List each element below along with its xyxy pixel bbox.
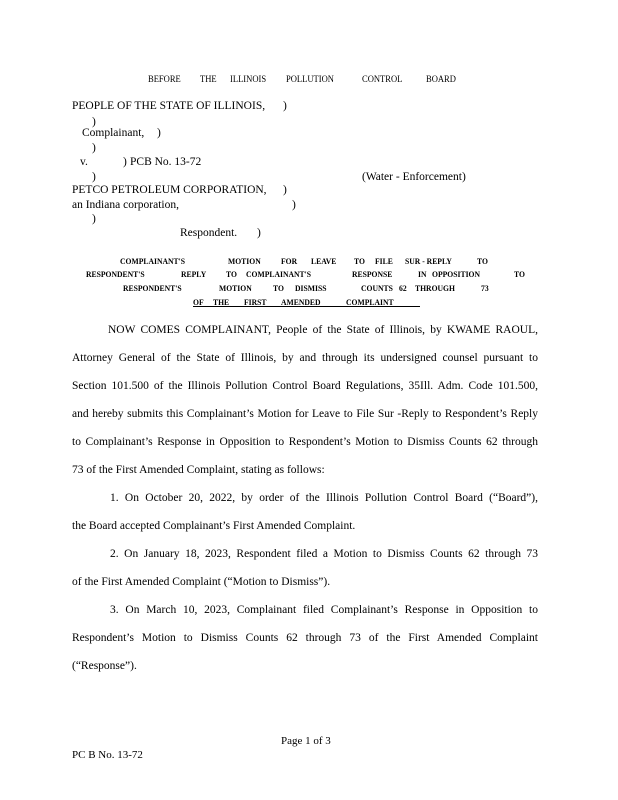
complainant-role: Complainant,	[82, 127, 145, 139]
body-line: to Complainant’s Response in Opposition to Respondent’s Motion to Dismiss Counts 62 through	[72, 436, 538, 448]
caption-paren: )	[92, 142, 96, 154]
body-line: and hereby submits this Complainant’s Motion for Leave to File Sur -Reply to Respondent’s Reply	[72, 408, 538, 420]
respondent-description: an Indiana corporation,	[72, 199, 179, 211]
motion-title-word: THROUGH	[415, 283, 455, 293]
caption-paren: )	[283, 100, 287, 112]
respondent-role: Respondent.	[180, 227, 238, 239]
motion-title-word: COMPLAINT	[346, 297, 394, 307]
caption-paren: )	[92, 213, 96, 225]
motion-title-word: FIRST	[244, 297, 267, 307]
caption-paren: )	[283, 184, 287, 196]
motion-title-word: COUNTS	[361, 283, 393, 293]
caption-paren: )	[257, 227, 261, 239]
motion-title-word: TO	[514, 269, 525, 279]
motion-title-word: RESPONDENT'S	[86, 269, 145, 279]
footer-case-number: PC B No. 13-72	[72, 749, 143, 761]
caption-paren: )	[92, 171, 96, 183]
body-line: Respondent’s Motion to Dismiss Counts 62 through 73 of the First Amended Complaint	[72, 632, 538, 644]
case-type: (Water - Enforcement)	[362, 171, 466, 183]
body-line: the Board accepted Complainant’s First Amended Complaint.	[72, 520, 356, 532]
motion-title-word: OPPOSITION	[432, 269, 481, 279]
case-number: PCB No. 13-72	[130, 156, 202, 168]
motion-title-word: DISMISS	[295, 283, 327, 293]
body-line: NOW COMES COMPLAINANT, People of the State of Illinois, by KWAME RAOUL,	[108, 324, 538, 336]
motion-title-word: THE	[213, 297, 230, 307]
complainant-name: PEOPLE OF THE STATE OF ILLINOIS,	[72, 100, 266, 112]
caption-paren: )	[157, 127, 161, 139]
body-line: Section 101.500 of the Illinois Pollution Control Board Regulations, 35Ill. Adm. Code 101.500,	[72, 380, 538, 392]
court-header-word: ILLINOIS	[230, 75, 267, 85]
motion-title-word: AMENDED	[281, 297, 321, 307]
motion-title-word: TO	[273, 283, 284, 293]
motion-title-word: RESPONSE	[352, 269, 393, 279]
respondent-name: PETCO PETROLEUM CORPORATION,	[72, 184, 267, 196]
caption-paren: )	[123, 156, 127, 168]
motion-title-word: REPLY	[181, 269, 207, 279]
motion-title-word: FILE	[375, 256, 393, 266]
motion-title-word: RESPONDENT'S	[123, 283, 182, 293]
court-header-word: BEFORE	[148, 75, 181, 85]
body-line: (“Response”).	[72, 660, 137, 672]
body-line: 3. On March 10, 2023, Complainant filed Complainant’s Response in Opposition to	[110, 604, 538, 616]
numbered-paragraph-1	[72, 484, 538, 540]
motion-title-word: OF	[193, 297, 204, 307]
court-header-word: THE	[200, 75, 217, 85]
page-number: Page 1 of 3	[281, 735, 331, 747]
motion-title-word: 62	[399, 283, 407, 293]
motion-title-word: MOTION	[228, 256, 261, 266]
intro-paragraph	[72, 316, 538, 484]
motion-title-word: FOR	[281, 256, 298, 266]
motion-title-word: LEAVE	[311, 256, 337, 266]
body-line: 1. On October 20, 2022, by order of the Illinois Pollution Control Board (“Board”),	[110, 492, 538, 504]
versus: v.	[80, 156, 88, 168]
body-line: 73 of the First Amended Complaint, stating as follows:	[72, 464, 325, 476]
motion-title-word: SUR - REPLY	[405, 256, 452, 266]
caption-paren: )	[92, 116, 96, 128]
numbered-paragraph-3	[72, 596, 538, 680]
court-header-word: POLLUTION	[286, 75, 334, 85]
motion-title-word: COMPLAINANT'S	[120, 256, 186, 266]
body-line: Attorney General of the State of Illinois, by and through its undersigned counsel pursuant to	[72, 352, 538, 364]
body-line: 2. On January 18, 2023, Respondent filed a Motion to Dismiss Counts 62 through 73	[110, 548, 538, 560]
motion-title-word: TO	[226, 269, 237, 279]
motion-title-word: IN	[418, 269, 427, 279]
motion-title-word: COMPLAINANT'S	[246, 269, 312, 279]
motion-title-word: MOTION	[219, 283, 252, 293]
caption-paren: )	[292, 199, 296, 211]
motion-title-word: TO	[477, 256, 488, 266]
motion-title-word: 73	[481, 283, 489, 293]
court-header-word: CONTROL	[362, 75, 403, 85]
court-header-word: BOARD	[426, 75, 456, 85]
body-line: of the First Amended Complaint (“Motion to Dismiss”).	[72, 576, 331, 588]
numbered-paragraph-2	[72, 540, 538, 596]
motion-title-word: TO	[354, 256, 365, 266]
title-underline	[193, 306, 420, 307]
